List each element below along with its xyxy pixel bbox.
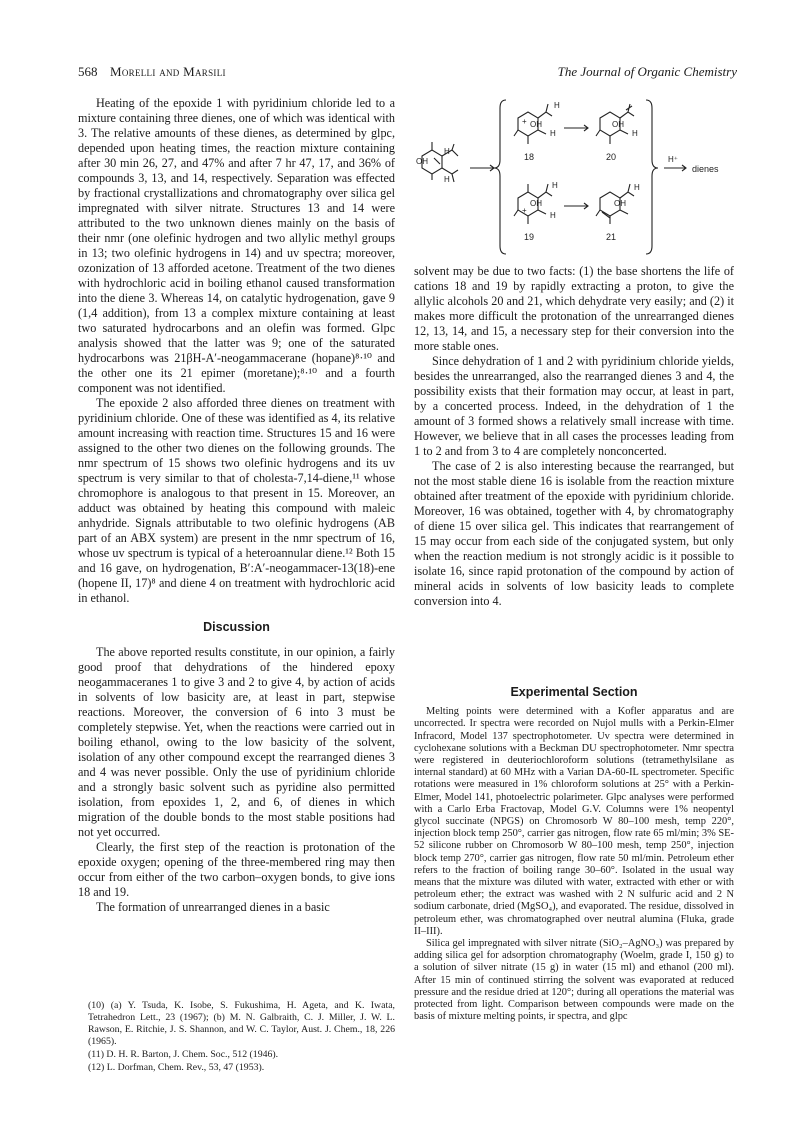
discussion-heading: Discussion: [203, 620, 270, 634]
body-paragraph: The epoxide 2 also afforded three dienes on treatment with pyridinium chloride. One of these was identified as 4, its relative amount increasing with reaction time. Structures 15 and 16 were assigned to the other two dienes on the following grounds. The nmr spectrum of 15 shows two olefinic hydrogens and its uv spectrum is very similar to that of cholesta-7,14-diene,¹¹ whose chromophore is analogous to that present in 15. Moreover, an adduct was obtained by heating this compound with maleic anhydride. Signals attributable to two olefinic hydrogens (AB part of an ABX system) are present in the nmr spectrum of 16, whose uv spectrum is typical of a heteroannular diene.¹² Both 15 and 16 gave, on hydrogenation, B′:A′-neogammacer-13(18)-ene (hopene II, 17)⁸ and diene 4 on treatment with hydrochloric acid in ethanol.: [78, 396, 395, 605]
label-h: H: [444, 147, 450, 156]
label-compound-21: 21: [606, 232, 617, 242]
body-paragraph: The case of 2 is also interesting because the rearranged, but not the most stable diene 16 is isolable from the reaction mixture obtained after treatment of the epoxide with pyridinium chloride. Moreover, 16 was obtained, together with 4, by chromatography of diene 15 over silica gel. This indicates that rearrangement of 15 may occur from each side of the conjugated system, but only when the reaction medium is not strongly acidic is it possible to isolate 16, since rapid protonation of the compound by action of mineral acids in solvents of low basicity leads to complete conversion into 4.: [414, 459, 734, 608]
experimental-heading: Experimental Section: [510, 685, 638, 699]
footnotes: [78, 1000, 395, 1075]
label-oh: OH: [530, 120, 542, 129]
label-h: H: [632, 129, 638, 138]
label-oh: OH: [530, 199, 542, 208]
label-h: H: [552, 181, 558, 190]
label-plus: +: [522, 206, 527, 215]
right-column: [414, 264, 734, 609]
reaction-scheme-drawing: [414, 94, 744, 260]
body-paragraph: solvent may be due to two facts: (1) the base shortens the life of cations 18 and 19 by rapidly extracting a proton, to give the allylic alcohols 20 and 21, which dehydrate very easily; and (2) it makes more difficult the protonation of the unrearranged dienes 12, 13, 14, and 15, a necessary step for their conversion into the more stable ones.: [414, 264, 734, 353]
label-h: H: [444, 175, 450, 184]
footnote: (11) D. H. R. Barton, J. Chem. Soc., 512 (1946).: [88, 1049, 279, 1060]
label-h: H: [554, 101, 560, 110]
page-number: 568: [78, 64, 98, 79]
experimental-paragraph: Silica gel impregnated with silver nitrate (SiO₂–AgNO₃) was prepared by adding silica gel for adsorption chromatography (Woelm, grade I, 150 g) to a solution of silver nitrate (15 g) in water (15 ml) and ethanol (200 ml). After 15 min of continued stirring the solvent was evaporated at reduced pressure and the residue dried at 120°; during all operations the material was protected from light. Comparison between compounds were made on the basis of mixture melting points, ir spectra, and glpc: [414, 938, 734, 1023]
body-paragraph: Heating of the epoxide 1 with pyridinium chloride led to a mixture containing three dienes, one of which was identical with 3. The relative amounts of these dienes, as determined by glpc, depended upon heating times, the reaction mixture containing after 30 min 26, 27, and 47% and after 7 hr 47, 17, and 36% of compounds 3, 13, and 14, respectively. Separation was effected by fractional crystallizations and chromatography over silica gel impregnated with silver nitrate. Structures 13 and 14 were attributed to the two unknown dienes mainly on the basis of their nmr (one olefinic hydrogen and two allylic methyl groups in 13; two olefinic hydrogens in 14) and uv spectra; moreover, ozonization of 13 afforded acetone. Treatment of the two dienes with hydrochloric acid in boiling ethanol caused transformation into the diene 3. Whereas 14, on catalytic hydrogenation, gave 9 (1,4 addition), from 13 a complex mixture containing at least two saturated hydrocarbons and an olefin was formed. Glpc analysis showed that the latter was 9; one of the saturated hydrocarbons was 21βH-A′-neogammacerane (hopane)⁸·¹⁰ and the other one its 21 epimer (moretane);⁸·¹⁰ and a fourth component was not identified.: [78, 96, 395, 395]
footnote: (12) L. Dorfman, Chem. Rev., 53, 47 (1953).: [88, 1062, 265, 1073]
label-oh: OH: [416, 157, 428, 166]
left-column: [78, 96, 395, 915]
reaction-scheme: [414, 94, 744, 260]
label-h: H: [634, 183, 640, 192]
label-h-plus: H⁺: [668, 155, 678, 164]
running-authors: Morelli and Marsili: [110, 64, 226, 79]
label-h: H: [550, 129, 556, 138]
body-paragraph: The above reported results constitute, in our opinion, a fairly good proof that dehydrations of the hindered epoxy neogammaceranes 1 to give 3 and 2 to give 4, by action of acids in solvents of low basicity are, at least in part, stepwise reactions. Moreover, the conversion of 6 into 3 must be completely stepwise. Yet, when the reactions were carried out in boiling ethanol, owing to the low basicity of the solvent, isolation of any other compound except the rearranged dienes 3 and 4 was never possible. Only the use of pyridinium chloride and a strongly basic solvent such as pyridine also permitted isolation, from epoxides 1, 2, and 6, of dienes in which migration of the double bonds to the most stable positions had not yet occurred.: [78, 645, 395, 839]
journal-title: The Journal of Organic Chemistry: [557, 64, 737, 79]
label-dienes: dienes: [692, 164, 719, 174]
footnote: (10) (a) Y. Tsuda, K. Isobe, S. Fukushima, H. Ageta, and K. Iwata, Tetrahedron Lett., 23 (1967); (b) M. N. Galbraith, C. J. Miller, J. W. L. Rawson, E. Ritchie, J. S. Shannon, and W. C. Taylor, Aust. J. Chem., 18, 226 (1965).: [88, 1000, 395, 1047]
label-compound-18: 18: [524, 152, 535, 162]
label-oh: OH: [614, 199, 626, 208]
label-compound-20: 20: [606, 152, 617, 162]
body-paragraph: Clearly, the first step of the reaction is protonation of the epoxide oxygen; opening of the three-membered ring may then occur from either of the two carbon–oxygen bonds, to give ions 18 and 19.: [78, 840, 395, 899]
body-paragraph: Since dehydration of 1 and 2 with pyridinium chloride yields, besides the unrearranged, also the rearranged dienes 3 and 4, the possibility exists that their formation may occur, at least in part, by a concerted process. Indeed, in the dehydration of 1 the amount of 3 formed shows a relatively small increase with time. However, we believe that in all cases the processes leading from 1 to 2 and from 3 to 4 are completely nonconcerted.: [414, 354, 734, 458]
label-plus: +: [522, 117, 527, 126]
experimental-section: [414, 686, 734, 1023]
label-compound-19: 19: [524, 232, 535, 242]
experimental-paragraph: Melting points were determined with a Kofler apparatus and are uncorrected. Ir spectra were recorded on Nujol mulls with a Perkin-Elmer Infracord, Model 137 spectrophotometer. Uv spectra were determined in cyclohexane solutions with a Beckman DU spectrophotometer. Nmr spectra were registered in deuteriochloroform solutions (tetramethylsilane as internal standard) at 60 MHz with a Varian DA-60-IL spectrometer. Specific rotations were measured in 1% chloroform solutions at 25° with a Perkin-Elmer, Model 141, photoelectric polarimeter. Glpc analyses were performed with a Carlo Erba Fractovap, Model G.V. Columns were 1% neopentyl glycol succinate (NPGS) on Chromosorb W 80–100 mesh, temp 220°, injection block temp 250°, carrier gas nitrogen, flow rate 65 ml/min; 3% SE-52 silicone rubber on Chromosorb W 80–100 mesh, temp 250°, injection block temp 270°, carrier gas nitrogen, flow rate 50 ml/min. Petroleum ether refers to the fraction of boiling range 30–60°. Isolated in the usual way means that the mixture was diluted with water, extracted with ether or with petroleum ether; the extract was washed with 2 N sulfuric acid and 2 N sodium carbonate, dried (MgSO₄), and evaporated. The residue, dissolved in petroleum ether, was chromatographed over neutral alumina (Fluka, grade II–III).: [414, 706, 734, 937]
body-paragraph: The formation of unrearranged dienes in a basic: [96, 900, 330, 914]
label-h: H: [550, 211, 556, 220]
running-header: [78, 64, 737, 84]
label-oh: OH: [612, 120, 624, 129]
